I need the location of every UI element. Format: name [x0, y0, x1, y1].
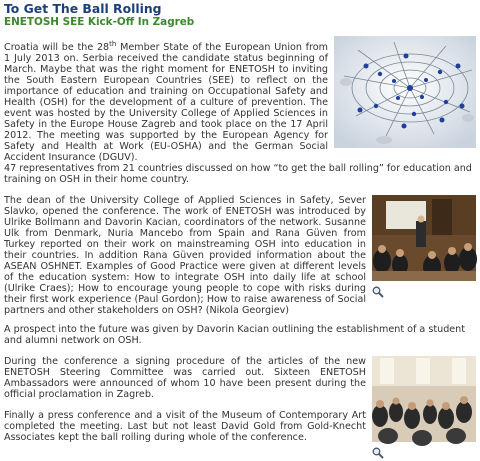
paragraph-signing: During the conference a signing procedure of the articles of the new ENETOSH Steering Committee was carried out. Sixteen ENETOSH Ambassadors were announced of whom 10 have been present during the official proclamation in Zagreb. — [4, 356, 366, 400]
magnifier-icon[interactable] — [372, 286, 384, 298]
paragraph-press-conference: Finally a press conference and a visit of the Museum of Contemporary Art completed the meeting. Last but not least David Gold from Gold-Knecht Associates kept the ball rolling during whole of the conference. — [4, 410, 366, 443]
paragraph-dean: The dean of the University College of Applied Sciences in Safety, Sever Slavko, opened the conference. The work of ENETOSH was introduced by Ulrike Bollmann and Davorin Kacian, coordinators of the network. Susanne Ulk from Denmark, Nuria Mancebo from Spain and Rana Güven from Turkey reported on their work on mainstreaming OSH into education in their countries. In addition Rana Güven provided information about the ASEAN OSHNET. Examples of Good Practice were given at different levels of the education system: How to integrate OSH into daily life at school (Ulrike Craes); How to encourage young people to cope with risks during their first work experience (Paul Gordon); How to raise awareness of Social partners and other stakeholders on OSH? (Nikola Georgiev) — [4, 195, 366, 316]
network-web-icon — [334, 36, 476, 148]
paragraph-intro: Croatia will be the 28th Member State of the European Union from 1 July 2013 on. Serbia received the candidate status beginning of March. Maybe that was the right moment for ENETOSH to inviting the South Eastern European Countries (SEE) to reflect on the importance of education and training on Occupational Safety and Health (OSH) for the development of a culture of prevention. The event was hosted by the University College of Applied Sciences in Safety in the Europe House Zagreb and took place on the 17 April 2012. The meeting was supported by the European Agency for Safety and Health at Work (EU-OSHA) and the German Social Accident Insurance (DGUV). — [4, 39, 328, 163]
conference-speaker-image[interactable] — [372, 195, 476, 298]
article-title: To Get The Ball Rolling — [4, 1, 162, 16]
conference-speaker-photo-icon — [372, 195, 476, 281]
paragraph-prospect: A prospect into the future was given by Davorin Kacian outlining the establishment of a student and alumni network on OSH. — [4, 324, 466, 346]
conference-audience-photo-icon — [372, 356, 476, 442]
network-web-image[interactable] — [334, 36, 476, 148]
section-signing — [4, 356, 476, 443]
magnifier-icon[interactable] — [372, 447, 384, 459]
section-dean — [4, 195, 476, 316]
section-intro — [4, 39, 476, 185]
paragraph-representatives: 47 representatives from 21 countries discussed on how “to get the ball rolling” for education and training on OSH in their home country. — [4, 163, 472, 185]
article-subtitle: ENETOSH SEE Kick-Off In Zagreb — [4, 16, 195, 28]
conference-audience-image[interactable] — [372, 356, 476, 459]
